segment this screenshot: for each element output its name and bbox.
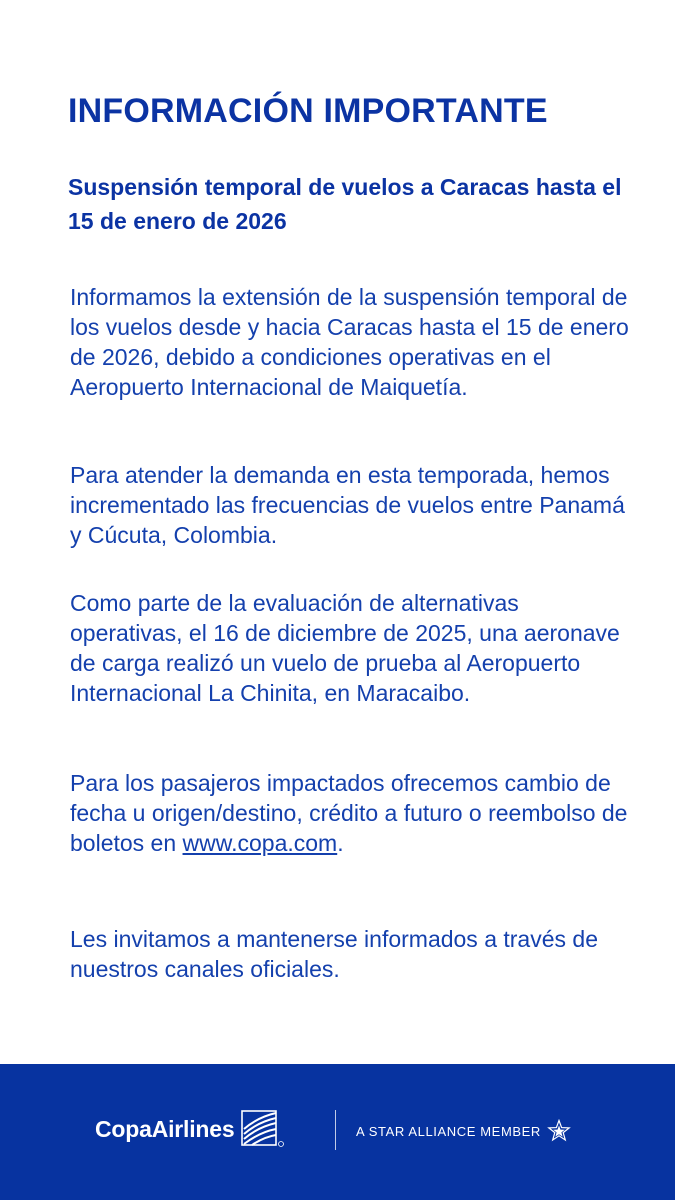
paragraph-suspension-extension: Informamos la extensión de la suspensión temporal de los vuelos desde y hacia Caracas hasta el 15 de enero de 2026, debido a condiciones operativas en el Aeropuerto Internacional de Maiquetía. (70, 284, 629, 400)
star-alliance-icon (547, 1119, 571, 1143)
passenger-options-end: . (337, 830, 344, 856)
paragraph-test-flight: Como parte de la evaluación de alternativas operativas, el 16 de diciembre de 2025, una aeronave de carga realizó un vuelo de prueba al Aeropuerto Internacional La Chinita, en Maracaibo. (70, 590, 620, 706)
alliance-text: A STAR ALLIANCE MEMBER (356, 1123, 541, 1139)
star-alliance-badge (356, 1119, 571, 1143)
brand-name: CopaAirlines (95, 1115, 235, 1142)
passenger-options-text: Para los pasajeros impactados ofrecemos cambio de fecha u origen/destino, crédito a futuro o reembolso de boletos en (70, 770, 628, 856)
footer-divider (335, 1110, 336, 1150)
copa-airlines-logo (95, 1109, 286, 1149)
paragraph-passenger-options (70, 768, 630, 858)
paragraph-frequency-increase: Para atender la demanda en esta temporada, hemos incrementado las frecuencias de vuelos entre Panamá y Cúcuta, Colombia. (70, 462, 625, 548)
page-title: INFORMACIÓN IMPORTANTE (68, 92, 548, 130)
copa-globe-icon (240, 1109, 286, 1149)
copa-website-link[interactable]: www.copa.com (182, 830, 338, 856)
footer-bar (0, 1064, 675, 1200)
paragraph-stay-informed: Les invitamos a mantenerse informados a través de nuestros canales oficiales. (70, 926, 598, 982)
notice-subtitle: Suspensión temporal de vuelos a Caracas hasta el 15 de enero de 2026 (68, 174, 622, 234)
